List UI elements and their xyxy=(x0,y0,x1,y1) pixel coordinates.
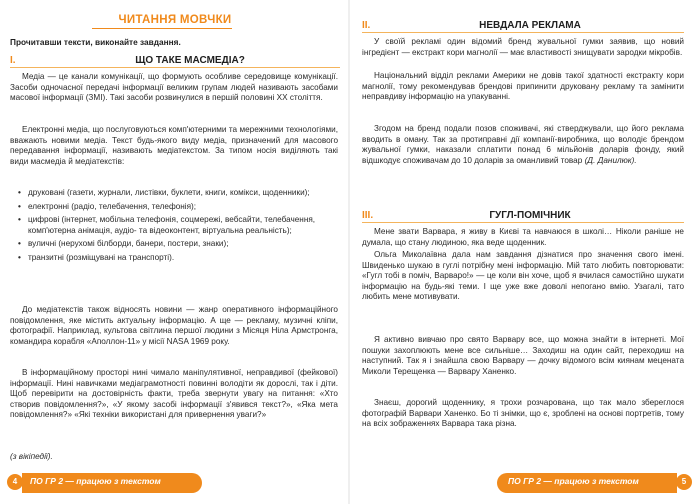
instruction-text: Прочитавши тексти, виконайте завдання. xyxy=(10,37,181,47)
part3-para1: Мене звати Варвара, я живу в Києві та навчаюся в школі… Ніколи раніше не думала, що стану людиною, яка веде щоденник. xyxy=(362,227,684,247)
part1-para4: В інформаційному просторі нині чимало маніпулятивної, неправдивої (фейкової) інформації. Нині навичками медіаграмотності повинні володіти як дорослі, так і діти. Щоб перевірити на достовірність факти, треба звернути увагу на питання: «Хто створив повідомлення?», «У якому засобі інформації з'явився текст?», «Яка мета повідомлення?» «Які техніки використані для привернення уваги?» xyxy=(10,368,338,420)
part3-number: III. xyxy=(362,210,374,221)
part2-para3: Згодом на бренд подали позов споживачі, які стверджували, що його реклама вводить в оману. Так за протиправні дії компанії-виробника, що володіє брендом жувальної гумки, наказали сплатити понад 6 мільйонів доларів фонду, який відшкодує споживачам до 10 доларів за оманливий товар (Д. Данилюк). xyxy=(362,124,684,165)
part3-rule xyxy=(362,222,684,223)
section-title: ЧИТАННЯ МОВЧКИ xyxy=(118,14,232,26)
media-types-list xyxy=(10,188,338,267)
part1-source: (з вікіпедії). xyxy=(10,452,53,461)
part2-number: II. xyxy=(362,20,371,31)
part3-para2: Ольга Миколаївна дала нам завдання дізнатися про значення свого імені. Швиденько шукаю в гуглі потрібну мені інформацію. Мій тато любить повторювати: «Гугл тобі в поміч, Варваро!» — це коли він хоче, щоб я вчилася самостійно шукати інформацію на будь-які теми. І ще уже вже доволі непогано вмію. Узагалі, тато любить мене мотивувати. xyxy=(362,250,684,302)
part1-rule xyxy=(10,67,340,68)
list-item: • транзитні (розміщувані на транспорті). xyxy=(10,253,338,264)
part3-para3: Я активно вивчаю про свято Варвару все, що можна знайти в інтернеті. Мої пошуки захоплюють мене все сильніше… Заходиш на один сайт, переходиш на наступний. Так я і знайшла свою Варвару — дочку відомого всім киянам мецената Миколи Терещенка — Варвару Ханенко. xyxy=(362,335,684,376)
part3-heading: ГУГЛ-ПОМІЧНИК xyxy=(489,210,571,221)
left-footer-text: ПО ГР 2 — працюю з текстом xyxy=(30,476,161,486)
part2-source: (Д. Данилюк). xyxy=(584,155,637,165)
part2-rule xyxy=(362,32,684,33)
part1-para2: Електронні медіа, що послуговуються комп'ютерними та мережними технологіями, вважають новими медіа. Текст будь-якого виду медіа, призначений для масового передавання інформації, називають медіатекстом. За типом носія виділяють такі види масмедіа й медіатекстів: xyxy=(10,125,338,166)
part1-para3: До медіатекстів також відносять новини — жанр оперативного інформаційного повідомлення, яке містить актуальну інформацію. А ще — рекламу, музичні кліпи, фотографії. Наприклад, культова світлина першої людини з Місяця Ніла Армстронга, командира корабля «Аполлон-11» у місії NASA 1969 року. xyxy=(10,305,338,346)
part2-heading: НЕВДАЛА РЕКЛАМА xyxy=(479,20,581,31)
part1-heading: ЩО ТАКЕ МАСМЕДІА? xyxy=(135,55,245,66)
part2-para1: У своїй рекламі один відомий бренд жувальної гумки заявив, що новий інгредієнт — екстракт кори магнолії — має властивості знищувати зародки мікробів. xyxy=(362,37,684,57)
right-page-number: 5 xyxy=(676,474,692,490)
part1-para1: Медіа — це канали комунікації, що формують особливе середовище комунікації. Засоби одночасної передачі інформації великим групам людей називають засобами масової інформації (ЗМІ). Такі засоби розвинулися в першій половині XX століття. xyxy=(10,72,338,103)
list-item: • електронні (радіо, телебачення, телефонія); xyxy=(10,202,338,213)
left-page-number: 4 xyxy=(7,474,23,490)
part1-number: I. xyxy=(10,55,16,66)
right-page xyxy=(350,0,699,504)
title-underline xyxy=(92,28,232,29)
list-item: • вуличні (нерухомі білборди, банери, постери, знаки); xyxy=(10,239,338,250)
part3-para4: Знаєш, дорогий щоденнику, я трохи розчарована, що так мало збереглося фотографій Варвари Ханенко. Бо ті знімки, що є, зроблені на основі портретів, тому на всіх зображеннях Варвара така різна. xyxy=(362,398,684,429)
part2-para2: Національний відділ реклами Америки не довів такої здатності екстракту кори магнолії, тому рекомендував брендові припинити друковану рекламу та замінити неправдиву інформацію на упакуванні. xyxy=(362,71,684,102)
list-item: • цифрові (інтернет, мобільна телефонія, соцмережі, вебсайти, телебачення, комп'ютерна анімація, аудіо- та відеоконтент, віртуальна реальність); xyxy=(10,215,338,236)
list-item: • друковані (газети, журнали, листівки, буклети, книги, комікси, щоденники); xyxy=(10,188,338,199)
right-footer-text: ПО ГР 2 — працюю з текстом xyxy=(508,476,639,486)
